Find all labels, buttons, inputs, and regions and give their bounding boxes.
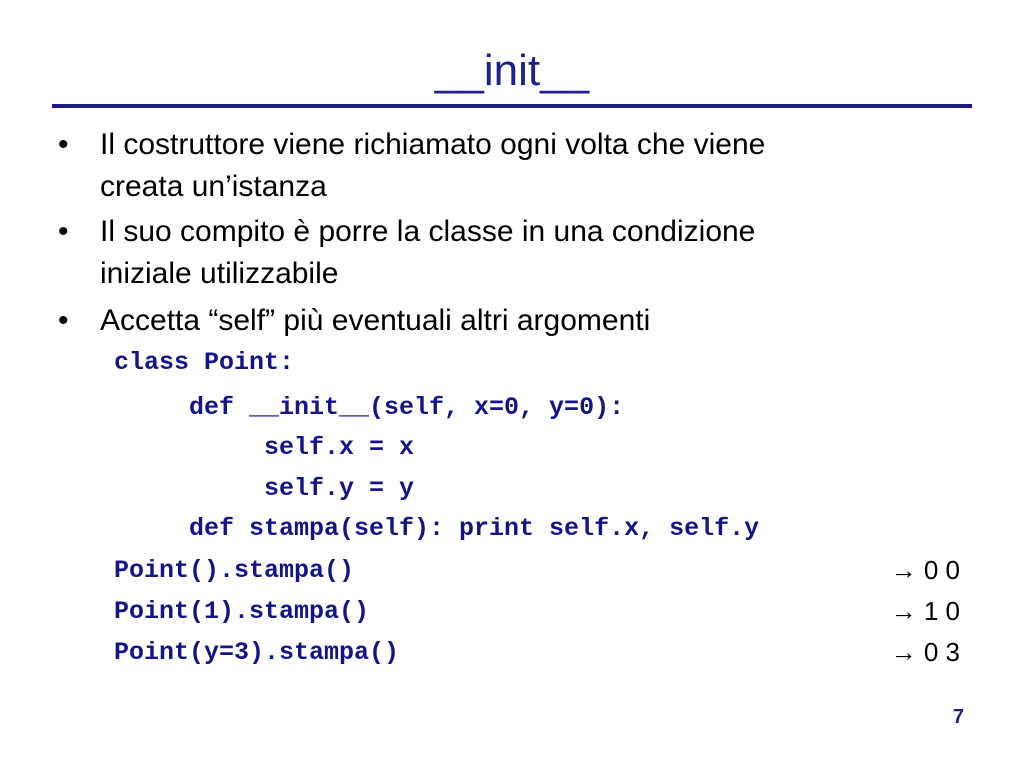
bullet-1-line-2: creata un’istanza: [100, 170, 327, 203]
bullet-icon: •: [58, 128, 69, 161]
bullet-icon: •: [58, 304, 69, 337]
example-result-1: → 0 0: [890, 555, 960, 585]
code-line-class: class Point:: [114, 348, 295, 377]
page-number: 7: [952, 706, 964, 728]
bullet-icon: •: [58, 215, 69, 248]
code-line-self-y: self.y = y: [264, 474, 415, 503]
example-call-1: Point().stampa(): [114, 556, 355, 585]
example-result-2: → 1 0: [890, 596, 960, 626]
bullet-3-line-1: Accetta “self” più eventuali altri argomenti: [100, 304, 651, 337]
example-call-2: Point(1).stampa(): [114, 597, 370, 626]
code-line-def-init: def __init__(self, x=0, y=0):: [189, 393, 625, 422]
slide-title: __init__: [434, 46, 590, 95]
bullet-3-text: [100, 300, 960, 342]
code-line-self-x: self.x = x: [264, 433, 415, 462]
bullet-1-text: [100, 124, 960, 208]
bullet-1-line-1: Il costruttore viene richiamato ogni volta che viene: [100, 128, 766, 161]
bullet-2-text: [100, 211, 960, 295]
example-result-3: → 0 3: [890, 637, 960, 667]
code-line-def-stampa: def stampa(self): print self.x, self.y: [189, 514, 760, 543]
title-underline-rule: [52, 104, 972, 108]
example-call-3: Point(y=3).stampa(): [114, 638, 400, 667]
bullet-2-line-2: iniziale utilizzabile: [100, 257, 339, 290]
bullet-2-line-1: Il suo compito è porre la classe in una condizione: [100, 215, 756, 248]
